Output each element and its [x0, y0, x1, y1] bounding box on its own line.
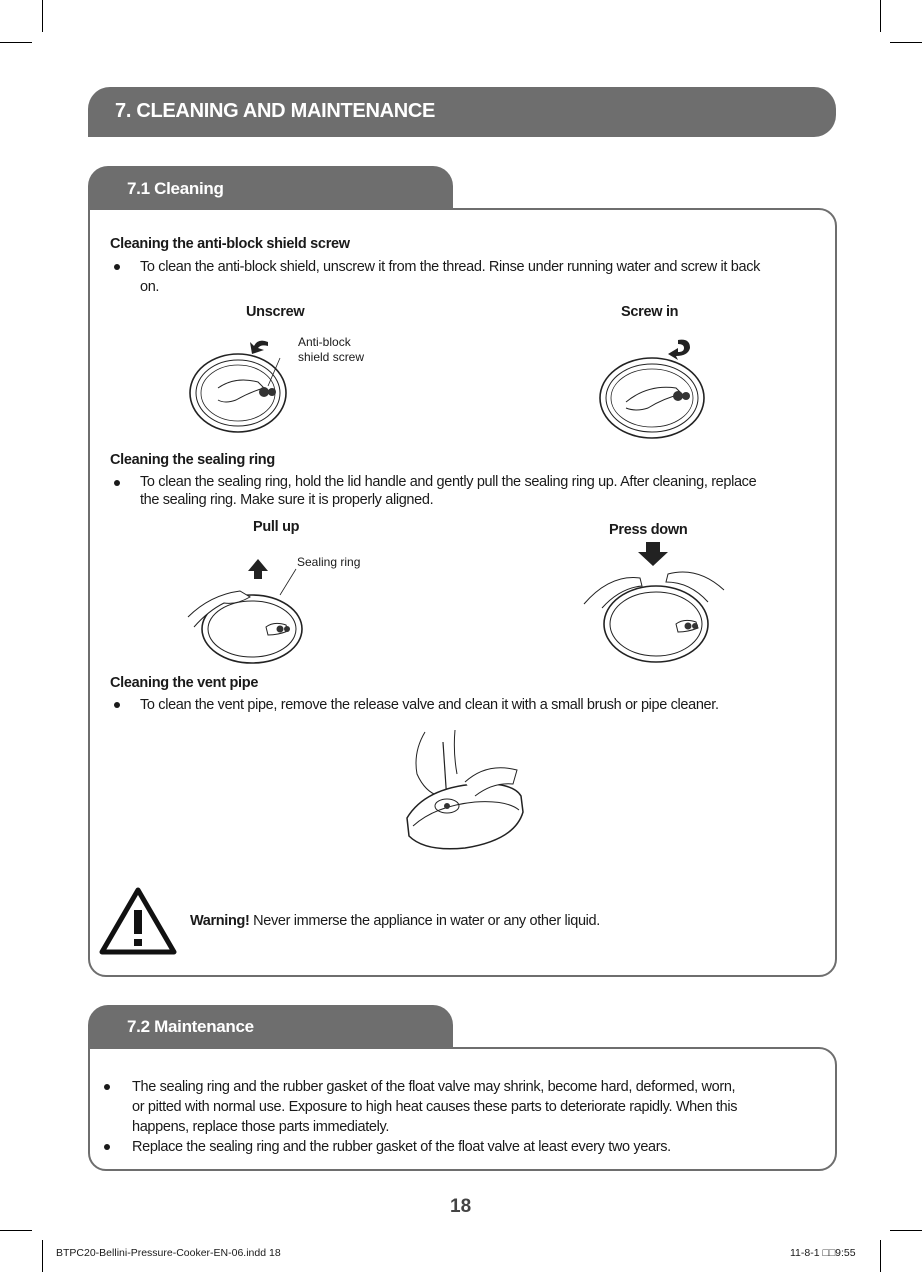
pull-up-ring-illustration: [180, 555, 310, 665]
maintenance-bullet2: Replace the sealing ring and the rubber gasket of the float valve at least every two years.: [132, 1139, 671, 1155]
crop-mark: [890, 42, 922, 43]
crop-mark: [880, 0, 881, 32]
sealing-ring-text-line1: To clean the sealing ring, hold the lid handle and gently pull the sealing ring up. After cleaning, replace: [140, 474, 757, 490]
crop-mark: [0, 1230, 32, 1231]
label-press-down: Press down: [609, 522, 688, 538]
crop-mark: [42, 1240, 43, 1272]
maintenance-bullet1-line2: or pitted with normal use. Exposure to high heat causes these parts to deteriorate rapidly. When this: [132, 1099, 738, 1115]
bullet: [114, 480, 120, 486]
crop-mark: [0, 42, 32, 43]
label-unscrew: Unscrew: [246, 304, 305, 320]
label-screw-in: Screw in: [621, 304, 679, 320]
sealing-ring-text-line2: the sealing ring. Make sure it is properly aligned.: [140, 492, 434, 508]
maintenance-bullet1-line3: happens, replace those parts immediately.: [132, 1119, 390, 1135]
footer-file: BTPC20-Bellini-Pressure-Cooker-EN-06.indd 18: [56, 1247, 281, 1259]
crop-mark: [880, 1240, 881, 1272]
warning-message: Never immerse the appliance in water or any other liquid.: [249, 913, 600, 929]
unscrew-lid-illustration: [180, 330, 310, 440]
vent-pipe-text: To clean the vent pipe, remove the release valve and clean it with a small brush or pipe cleaner.: [140, 697, 719, 713]
bullet: [114, 702, 120, 708]
maintenance-bullet1-line1: The sealing ring and the rubber gasket of the float valve may shrink, become hard, deformed, worn,: [132, 1079, 736, 1095]
anti-block-text-line2: on.: [140, 279, 160, 295]
crop-mark: [890, 1230, 922, 1231]
bullet: [104, 1084, 110, 1090]
heading-anti-block: Cleaning the anti-block shield screw: [110, 236, 350, 252]
page-number: 18: [450, 1196, 472, 1217]
warning-text: [190, 911, 600, 931]
bullet: [114, 264, 120, 270]
chapter-title: 7. CLEANING AND MAINTENANCE: [115, 100, 436, 122]
section-title-cleaning: 7.1 Cleaning: [127, 179, 224, 198]
vent-pipe-cleaning-illustration: [395, 722, 535, 862]
heading-vent-pipe: Cleaning the vent pipe: [110, 675, 259, 691]
warning-triangle-icon: [99, 886, 177, 956]
label-pull-up: Pull up: [253, 519, 300, 535]
press-down-ring-illustration: [580, 540, 730, 670]
screw-in-lid-illustration: [590, 330, 720, 440]
heading-sealing-ring: Cleaning the sealing ring: [110, 452, 275, 468]
callout-anti-block-line2: shield screw: [298, 350, 365, 364]
callout-sealing-ring: Sealing ring: [297, 555, 361, 569]
bullet: [104, 1144, 110, 1150]
section-title-maintenance: 7.2 Maintenance: [127, 1017, 254, 1036]
anti-block-text-line1: To clean the anti-block shield, unscrew it from the thread. Rinse under running water and screw it back: [140, 259, 761, 275]
callout-anti-block-line1: Anti-block: [298, 335, 351, 349]
warning-label: Warning!: [190, 913, 250, 929]
crop-mark: [42, 0, 43, 32]
footer-date: 11-8-1 □□9:55: [790, 1247, 856, 1259]
